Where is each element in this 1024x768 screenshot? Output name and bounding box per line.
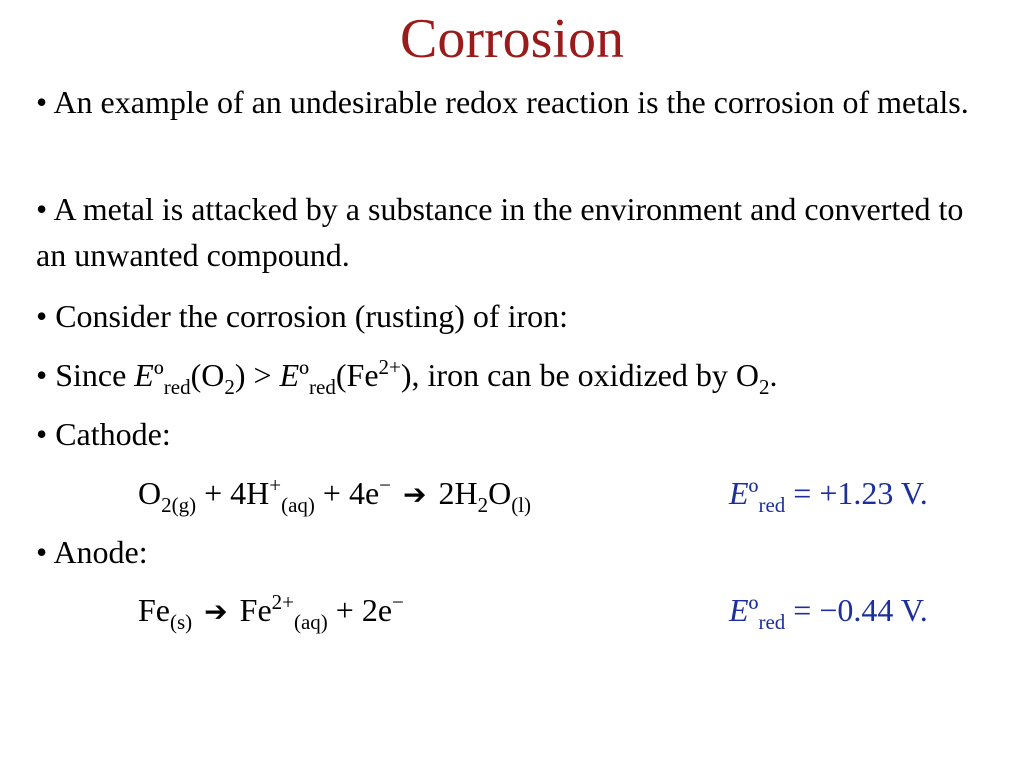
oxygen-symbol: O bbox=[138, 475, 162, 511]
degree-symbol: º bbox=[299, 357, 310, 393]
bullet-6 bbox=[36, 529, 996, 575]
bullet-2 bbox=[36, 186, 996, 278]
bullet-2-text: A metal is attacked by a substance in the environment and converted to an unwanted compound. bbox=[36, 191, 964, 273]
red-subscript: red bbox=[758, 493, 786, 517]
o2-open: (O bbox=[190, 357, 225, 393]
cathode-label: Cathode: bbox=[55, 416, 171, 452]
hydrogen-term: + 4H bbox=[196, 475, 270, 511]
e-symbol: E bbox=[134, 357, 154, 393]
bullet-marker: • bbox=[36, 191, 48, 227]
cathode-equation bbox=[138, 470, 531, 518]
oxidized-text: ), iron can be oxidized by O bbox=[400, 357, 759, 393]
bullet-3-text: Consider the corrosion (rusting) of iron: bbox=[55, 298, 568, 334]
slide-title: Corrosion bbox=[400, 8, 624, 70]
degree-symbol: º bbox=[748, 592, 759, 628]
iron-ion-state: (aq) bbox=[293, 610, 328, 634]
reaction-arrow-icon: ➔ bbox=[403, 478, 427, 511]
electron-charge: − bbox=[379, 473, 392, 497]
electron-term: + 2e bbox=[327, 592, 393, 628]
iron-ion-charge: 2+ bbox=[271, 590, 294, 614]
hydrogen-charge: + bbox=[269, 473, 282, 497]
e-symbol: E bbox=[729, 592, 749, 628]
bullet-5 bbox=[36, 411, 996, 457]
bullet-marker: • bbox=[36, 84, 48, 120]
o2-subscript: 2 bbox=[224, 375, 235, 399]
water-subscript: 2 bbox=[477, 493, 489, 517]
iron-state: (s) bbox=[170, 610, 193, 634]
hydrogen-state: (aq) bbox=[281, 493, 315, 517]
bullet-marker: • bbox=[36, 298, 48, 334]
potential-value: = −0.44 V. bbox=[785, 592, 928, 628]
fe-charge: 2+ bbox=[378, 355, 401, 379]
water-h: 2H bbox=[438, 475, 478, 511]
anode-potential bbox=[729, 587, 928, 633]
water-o: O bbox=[488, 475, 512, 511]
degree-symbol: º bbox=[748, 475, 759, 511]
red-subscript: red bbox=[309, 375, 336, 399]
cathode-potential bbox=[729, 470, 928, 516]
bullet-4 bbox=[36, 352, 996, 398]
e-symbol: E bbox=[279, 357, 300, 393]
water-state: (l) bbox=[511, 493, 532, 517]
bullet-1 bbox=[36, 79, 996, 125]
iron-ion-symbol: Fe bbox=[239, 592, 272, 628]
bullet-marker: • bbox=[36, 357, 48, 393]
degree-symbol: º bbox=[153, 357, 164, 393]
period: . bbox=[769, 357, 778, 393]
o2-subscript: 2 bbox=[758, 375, 770, 399]
red-subscript: red bbox=[758, 610, 786, 634]
fe-open: (Fe bbox=[335, 357, 379, 393]
bullet-marker: • bbox=[36, 534, 48, 570]
potential-value: = +1.23 V. bbox=[785, 475, 928, 511]
comparison-text: ) > bbox=[234, 357, 280, 393]
oxygen-state: 2(g) bbox=[161, 493, 197, 517]
bullet-marker: • bbox=[36, 416, 48, 452]
anode-equation bbox=[138, 587, 404, 635]
anode-label: Anode: bbox=[53, 534, 148, 570]
iron-symbol: Fe bbox=[138, 592, 170, 628]
red-subscript: red bbox=[163, 375, 191, 399]
e-symbol: E bbox=[729, 475, 749, 511]
bullet-1-text: An example of an undesirable redox reaction is the corrosion of metals. bbox=[53, 84, 969, 120]
electron-charge: − bbox=[392, 590, 404, 614]
electron-term: + 4e bbox=[314, 475, 380, 511]
since-text: Since bbox=[55, 357, 135, 393]
bullet-3 bbox=[36, 293, 996, 339]
reaction-arrow-icon: ➔ bbox=[204, 595, 228, 628]
